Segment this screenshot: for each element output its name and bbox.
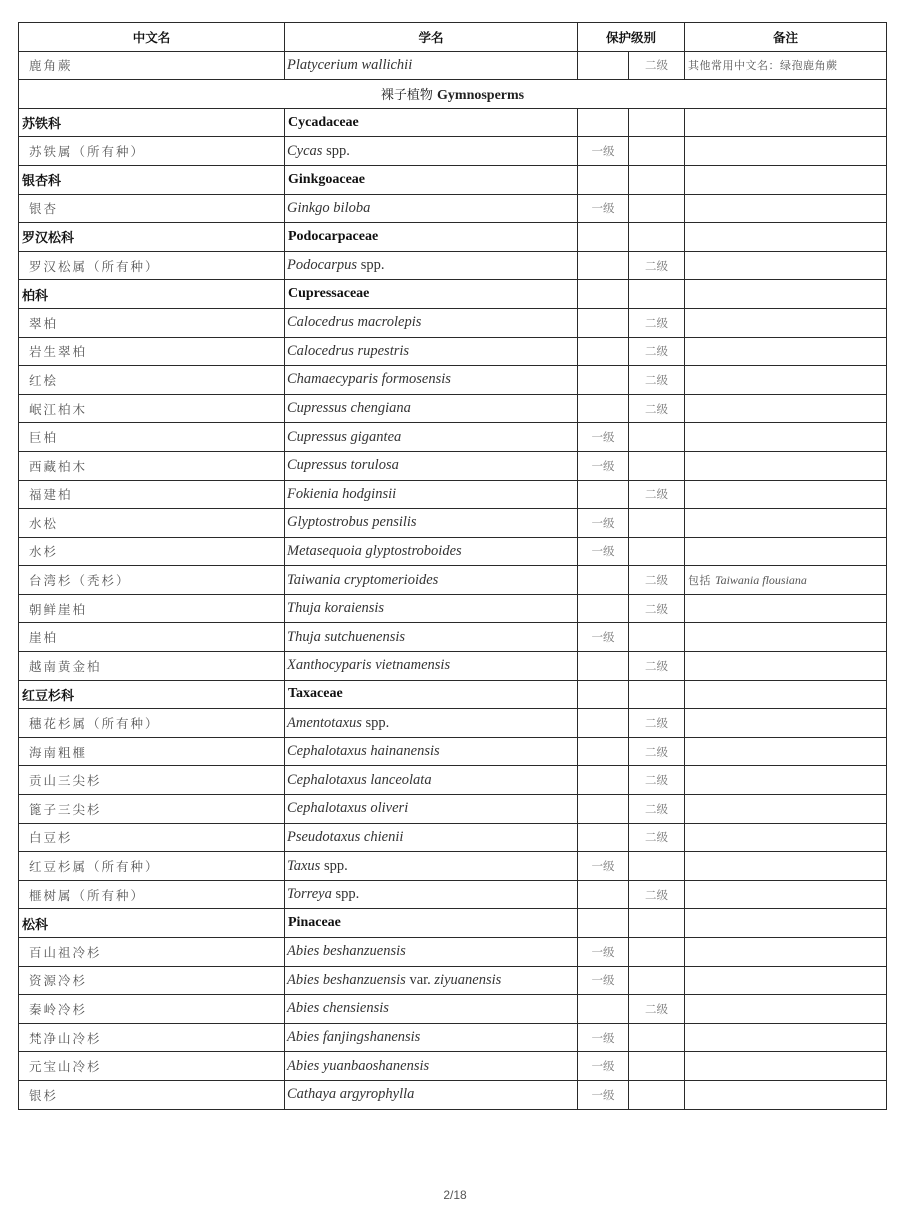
level-1-cell: 一级 [578, 1023, 629, 1052]
group-english-name: Gymnosperms [437, 87, 525, 103]
scientific-name-italic: Abies chensiensis [287, 1000, 389, 1017]
scientific-name-italic: Abies beshanzuensis [287, 971, 406, 988]
species-chinese-name: 水杉 [19, 537, 285, 566]
species-chinese-name: 越南黄金柏 [19, 652, 285, 681]
notes-cell [685, 766, 887, 795]
scientific-name-italic: Thuja sutchuenensis [287, 628, 406, 645]
family-chinese-name: 罗汉松科 [19, 223, 285, 252]
level-2-cell [629, 108, 685, 137]
level-1-cell [578, 995, 629, 1024]
level-1-cell: 一级 [578, 1080, 629, 1109]
species-chinese-name: 穗花杉属（所有种） [19, 709, 285, 738]
species-chinese-name: 崖柏 [19, 623, 285, 652]
level-1-cell [578, 880, 629, 909]
family-row [19, 223, 887, 252]
species-scientific-name [285, 537, 578, 566]
notes-cell [685, 394, 887, 423]
family-chinese-name: 柏科 [19, 280, 285, 309]
species-chinese-name: 秦岭冷杉 [19, 995, 285, 1024]
notes-cell [685, 423, 887, 452]
scientific-name-italic: Abies yuanbaoshanensis [287, 1057, 430, 1074]
species-row [19, 852, 887, 881]
species-row [19, 795, 887, 824]
species-chinese-name: 翠柏 [19, 308, 285, 337]
species-scientific-name [285, 652, 578, 681]
notes-cell [685, 308, 887, 337]
species-chinese-name: 贡山三尖杉 [19, 766, 285, 795]
species-scientific-name [285, 795, 578, 824]
scientific-name-italic: Metasequoia glyptostroboides [287, 542, 462, 559]
scientific-name-italic: Podocarpus [287, 257, 358, 274]
notes-cell [685, 1023, 887, 1052]
level-1-cell [578, 165, 629, 194]
scientific-name-italic: Calocedrus rupestris [287, 342, 410, 359]
level-2-cell [629, 680, 685, 709]
header-scientific-name: 学名 [285, 23, 578, 52]
species-chinese-name: 梵净山冷杉 [19, 1023, 285, 1052]
species-scientific-name [285, 509, 578, 538]
level-1-cell: 一级 [578, 194, 629, 223]
species-chinese-name: 银杏 [19, 194, 285, 223]
scientific-name-italic: Chamaecyparis formosensis [287, 371, 451, 388]
level-1-cell [578, 766, 629, 795]
notes-cell [685, 194, 887, 223]
level-1-cell [578, 823, 629, 852]
notes-cell [685, 823, 887, 852]
species-chinese-name: 元宝山冷杉 [19, 1052, 285, 1081]
species-row [19, 995, 887, 1024]
level-2-cell [629, 1023, 685, 1052]
species-chinese-name: 篦子三尖杉 [19, 795, 285, 824]
species-chinese-name: 资源冷杉 [19, 966, 285, 995]
notes-cell [685, 1080, 887, 1109]
level-2-cell: 二级 [629, 566, 685, 595]
species-scientific-name [285, 137, 578, 166]
species-row [19, 594, 887, 623]
level-1-cell: 一级 [578, 423, 629, 452]
species-row [19, 509, 887, 538]
species-scientific-name [285, 423, 578, 452]
level-2-cell [629, 509, 685, 538]
notes-cell [685, 51, 887, 80]
notes-cell [685, 623, 887, 652]
species-row [19, 308, 887, 337]
level-1-cell [578, 680, 629, 709]
level-1-cell [578, 480, 629, 509]
family-row [19, 108, 887, 137]
notes-cell [685, 909, 887, 938]
species-row [19, 966, 887, 995]
notes-cell [685, 566, 887, 595]
species-scientific-name [285, 480, 578, 509]
species-chinese-name: 台湾杉（秃杉） [19, 566, 285, 595]
level-1-cell: 一级 [578, 137, 629, 166]
family-scientific-name: Ginkgoaceae [285, 165, 578, 194]
level-1-cell [578, 51, 629, 80]
notes-cell [685, 680, 887, 709]
note-text: 包括 [688, 574, 716, 588]
scientific-name-italic: Abies beshanzuensis [287, 943, 406, 960]
species-row [19, 394, 887, 423]
scientific-name-italic: Fokienia hodginsii [287, 485, 397, 502]
notes-cell [685, 165, 887, 194]
level-1-cell: 一级 [578, 509, 629, 538]
level-2-cell [629, 194, 685, 223]
species-scientific-name [285, 966, 578, 995]
level-2-cell [629, 966, 685, 995]
level-1-cell [578, 223, 629, 252]
level-2-cell: 二级 [629, 594, 685, 623]
level-1-cell [578, 737, 629, 766]
level-2-cell: 二级 [629, 709, 685, 738]
species-scientific-name [285, 366, 578, 395]
species-scientific-name [285, 852, 578, 881]
scientific-name-italic: Cycas [287, 142, 323, 159]
level-1-cell: 一级 [578, 852, 629, 881]
family-row [19, 909, 887, 938]
scientific-name-plain: spp. [331, 886, 360, 903]
level-1-cell [578, 795, 629, 824]
table-header-row [19, 23, 887, 52]
species-chinese-name: 海南粗榧 [19, 737, 285, 766]
species-row [19, 652, 887, 681]
species-chinese-name: 鹿角蕨 [19, 51, 285, 80]
species-scientific-name [285, 566, 578, 595]
level-2-cell [629, 451, 685, 480]
level-1-cell [578, 337, 629, 366]
species-scientific-name [285, 623, 578, 652]
species-chinese-name: 白豆杉 [19, 823, 285, 852]
level-2-cell [629, 137, 685, 166]
notes-cell [685, 1052, 887, 1081]
level-1-cell: 一级 [578, 966, 629, 995]
family-row [19, 280, 887, 309]
scientific-name-italic: Platycerium wallichii [287, 56, 413, 73]
level-1-cell [578, 652, 629, 681]
species-scientific-name [285, 880, 578, 909]
species-row [19, 451, 887, 480]
scientific-name-italic: Cupressus torulosa [287, 457, 399, 474]
species-chinese-name: 福建柏 [19, 480, 285, 509]
level-2-cell [629, 280, 685, 309]
level-1-cell [578, 709, 629, 738]
species-row [19, 766, 887, 795]
level-2-cell [629, 938, 685, 967]
species-chinese-name: 银杉 [19, 1080, 285, 1109]
level-2-cell: 二级 [629, 366, 685, 395]
scientific-name-italic: Cathaya argyrophylla [287, 1086, 415, 1103]
notes-cell [685, 451, 887, 480]
level-2-cell: 二级 [629, 394, 685, 423]
protected-plants-table [18, 22, 887, 1110]
scientific-name-italic: Amentotaxus [287, 714, 362, 731]
note-italic: Taiwania flousiana [715, 573, 807, 588]
level-2-cell: 二级 [629, 737, 685, 766]
scientific-name-italic: Calocedrus macrolepis [287, 314, 422, 331]
scientific-name-italic: Cupressus chengiana [287, 400, 411, 417]
notes-cell [685, 337, 887, 366]
scientific-name-italic: Glyptostrobus pensilis [287, 514, 417, 531]
notes-cell [685, 709, 887, 738]
level-2-cell: 二级 [629, 251, 685, 280]
scientific-name-plain: spp. [361, 714, 390, 731]
notes-cell [685, 966, 887, 995]
scientific-name-italic: Cephalotaxus lanceolata [287, 771, 432, 788]
species-chinese-name: 巨柏 [19, 423, 285, 452]
species-scientific-name [285, 51, 578, 80]
level-1-cell: 一级 [578, 537, 629, 566]
notes-cell [685, 880, 887, 909]
table-body [19, 51, 887, 1109]
scientific-name-italic: Cephalotaxus hainanensis [287, 743, 440, 760]
notes-cell [685, 280, 887, 309]
species-scientific-name [285, 308, 578, 337]
species-scientific-name [285, 1080, 578, 1109]
species-row [19, 480, 887, 509]
scientific-name-plain: spp. [357, 257, 385, 274]
level-1-cell [578, 108, 629, 137]
document-page [18, 22, 886, 1110]
species-row [19, 566, 887, 595]
family-chinese-name: 苏铁科 [19, 108, 285, 137]
level-1-cell: 一级 [578, 1052, 629, 1081]
notes-cell [685, 795, 887, 824]
note-text: 其他常用中文名：绿孢鹿角蕨 [688, 59, 838, 73]
species-row [19, 1023, 887, 1052]
species-chinese-name: 岷江柏木 [19, 394, 285, 423]
family-chinese-name: 红豆杉科 [19, 680, 285, 709]
notes-cell [685, 938, 887, 967]
group-title [19, 80, 887, 109]
notes-cell [685, 223, 887, 252]
header-chinese-name: 中文名 [19, 23, 285, 52]
species-row [19, 623, 887, 652]
level-2-cell [629, 537, 685, 566]
species-chinese-name: 罗汉松属（所有种） [19, 251, 285, 280]
species-scientific-name [285, 709, 578, 738]
species-row [19, 880, 887, 909]
species-row [19, 1052, 887, 1081]
species-row [19, 423, 887, 452]
species-scientific-name [285, 938, 578, 967]
notes-cell [685, 251, 887, 280]
level-2-cell [629, 165, 685, 194]
notes-cell [685, 108, 887, 137]
species-scientific-name [285, 251, 578, 280]
species-scientific-name [285, 737, 578, 766]
species-chinese-name: 百山祖冷杉 [19, 938, 285, 967]
level-2-cell: 二级 [629, 823, 685, 852]
species-chinese-name: 榧树属（所有种） [19, 880, 285, 909]
level-1-cell: 一级 [578, 451, 629, 480]
level-1-cell [578, 308, 629, 337]
species-scientific-name [285, 594, 578, 623]
species-scientific-name [285, 823, 578, 852]
species-row [19, 337, 887, 366]
species-scientific-name [285, 451, 578, 480]
notes-cell [685, 480, 887, 509]
notes-cell [685, 737, 887, 766]
species-row [19, 194, 887, 223]
scientific-name-italic: Xanthocyparis vietnamensis [287, 657, 451, 674]
species-row [19, 51, 887, 80]
family-scientific-name: Taxaceae [285, 680, 578, 709]
level-2-cell [629, 909, 685, 938]
notes-cell [685, 137, 887, 166]
level-2-cell: 二级 [629, 766, 685, 795]
species-scientific-name [285, 394, 578, 423]
scientific-name-plain: spp. [322, 142, 350, 159]
family-chinese-name: 松科 [19, 909, 285, 938]
species-chinese-name: 西藏柏木 [19, 451, 285, 480]
level-2-cell: 二级 [629, 880, 685, 909]
species-chinese-name: 红豆杉属（所有种） [19, 852, 285, 881]
level-2-cell: 二级 [629, 51, 685, 80]
species-row [19, 938, 887, 967]
level-2-cell: 二级 [629, 308, 685, 337]
family-chinese-name: 银杏科 [19, 165, 285, 194]
level-1-cell [578, 366, 629, 395]
level-2-cell: 二级 [629, 795, 685, 824]
level-2-cell [629, 1052, 685, 1081]
level-2-cell [629, 423, 685, 452]
species-row [19, 537, 887, 566]
family-scientific-name: Cupressaceae [285, 280, 578, 309]
page-number: 2/18 [443, 1188, 467, 1202]
notes-cell [685, 995, 887, 1024]
species-scientific-name [285, 337, 578, 366]
level-2-cell: 二级 [629, 337, 685, 366]
level-2-cell: 二级 [629, 652, 685, 681]
level-2-cell [629, 223, 685, 252]
species-chinese-name: 苏铁属（所有种） [19, 137, 285, 166]
scientific-name-italic-2: ziyuanensis [434, 971, 502, 988]
scientific-name-italic: Torreya [287, 886, 332, 903]
family-scientific-name: Podocarpaceae [285, 223, 578, 252]
level-1-cell: 一级 [578, 938, 629, 967]
species-scientific-name [285, 194, 578, 223]
level-1-cell [578, 394, 629, 423]
level-1-cell [578, 251, 629, 280]
level-1-cell: 一级 [578, 623, 629, 652]
notes-cell [685, 537, 887, 566]
notes-cell [685, 852, 887, 881]
scientific-name-italic: Abies fanjingshanensis [287, 1029, 421, 1046]
species-scientific-name [285, 766, 578, 795]
scientific-name-italic: Taxus [287, 857, 321, 874]
family-scientific-name: Cycadaceae [285, 108, 578, 137]
family-row [19, 680, 887, 709]
species-row [19, 251, 887, 280]
level-2-cell [629, 852, 685, 881]
species-row [19, 137, 887, 166]
species-row [19, 709, 887, 738]
notes-cell [685, 366, 887, 395]
header-protection-level: 保护级别 [578, 23, 685, 52]
level-2-cell [629, 623, 685, 652]
level-1-cell [578, 909, 629, 938]
species-row [19, 737, 887, 766]
notes-cell [685, 594, 887, 623]
scientific-name-italic: Pseudotaxus chienii [287, 828, 404, 845]
scientific-name-italic: Thuja koraiensis [287, 600, 385, 617]
scientific-name-plain: spp. [320, 857, 348, 874]
species-row [19, 1080, 887, 1109]
level-1-cell [578, 566, 629, 595]
species-chinese-name: 水松 [19, 509, 285, 538]
family-row [19, 165, 887, 194]
level-1-cell [578, 594, 629, 623]
species-chinese-name: 红桧 [19, 366, 285, 395]
species-scientific-name [285, 995, 578, 1024]
level-2-cell [629, 1080, 685, 1109]
family-scientific-name: Pinaceae [285, 909, 578, 938]
scientific-name-italic: Cephalotaxus oliveri [287, 800, 409, 817]
notes-cell [685, 652, 887, 681]
species-scientific-name [285, 1023, 578, 1052]
species-row [19, 366, 887, 395]
scientific-name-plain: var. [405, 971, 435, 988]
header-notes: 备注 [685, 23, 887, 52]
scientific-name-italic: Taiwania cryptomerioides [287, 571, 439, 588]
level-2-cell: 二级 [629, 995, 685, 1024]
scientific-name-italic: Ginkgo biloba [287, 199, 371, 216]
species-scientific-name [285, 1052, 578, 1081]
group-header-row [19, 80, 887, 109]
level-2-cell: 二级 [629, 480, 685, 509]
species-chinese-name: 朝鲜崖柏 [19, 594, 285, 623]
group-chinese-name: 裸子植物 [380, 87, 433, 103]
level-1-cell [578, 280, 629, 309]
species-row [19, 823, 887, 852]
notes-cell [685, 509, 887, 538]
species-chinese-name: 岩生翠柏 [19, 337, 285, 366]
scientific-name-italic: Cupressus gigantea [287, 428, 402, 445]
